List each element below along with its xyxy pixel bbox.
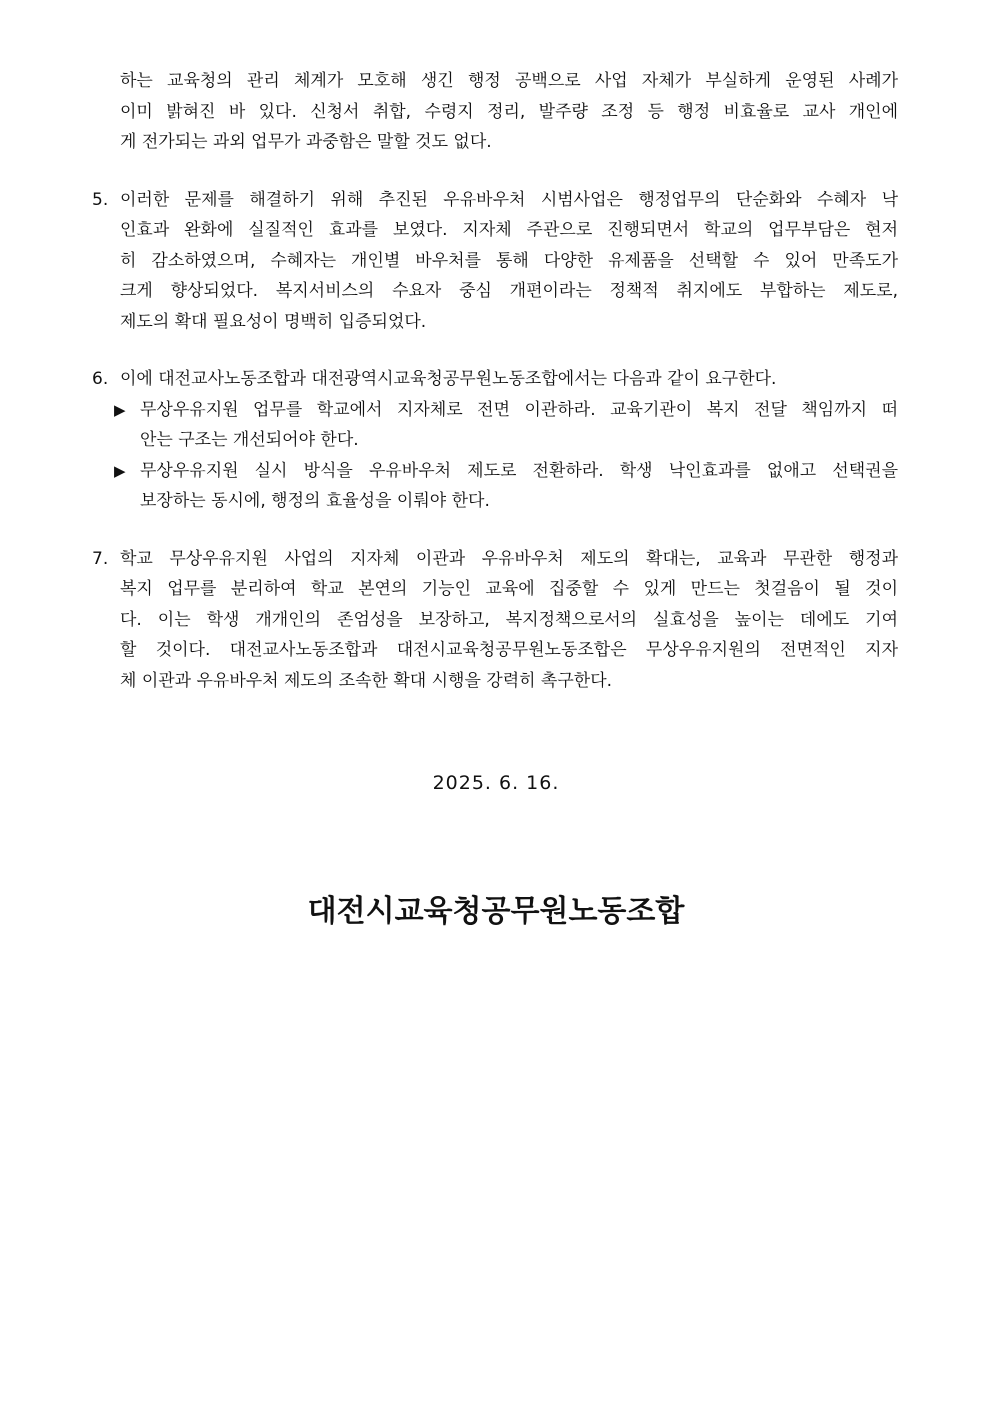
item-6-bullet-1 — [92, 395, 898, 426]
item-7-line-3: 다. 이는 학생 개개인의 존엄성을 보장하고, 복지정책으로서의 실효성을 높이는 데에도 기여 — [120, 609, 898, 630]
item-5-line-5: 제도의 확대 필요성이 명백히 입증되었다. — [120, 311, 427, 332]
item-6-bullet-1-cont: 안는 구조는 개선되어야 한다. — [140, 430, 359, 450]
intro-line-1: 하는 교육청의 관리 체계가 모호해 생긴 행정 공백으로 사업 자체가 부실하게 운영된 사례가 — [120, 71, 898, 91]
item-5-line-4: 크게 향상되었다. 복지서비스의 수요자 중심 개편이라는 정책적 취지에도 부합하는 제도로, — [120, 281, 898, 301]
document-body — [92, 66, 898, 723]
organization-name: 대전시교육청공무원노동조합 — [307, 894, 685, 929]
item-5-line-2: 인효과 완화에 실질적인 효과를 보였다. 지자체 주관으로 진행되면서 학교의 업무부담은 현저 — [120, 220, 898, 240]
item-6-bullet-2-text: 무상우유지원 실시 방식을 우유바우처 제도로 전환하라. 학생 낙인효과를 없애고 선택권을 — [140, 460, 898, 481]
item-5-text-1: 이러한 문제를 해결하기 위해 추진된 우유바우처 시범사업은 행정업무의 단순화와 수혜자 낙 — [120, 189, 898, 210]
intro-paragraph — [92, 66, 898, 158]
item-5-line-1 — [92, 185, 898, 216]
triangle-bullet-icon: ▶ — [114, 461, 126, 480]
item-5-line-3: 히 감소하였으며, 수혜자는 개인별 바우처를 통해 다양한 유제품을 선택할 수 있어 만족도가 — [120, 250, 898, 271]
item-7-line-5: 체 이관과 우유바우처 제도의 조속한 확대 시행을 강력히 촉구한다. — [120, 670, 613, 691]
item-5 — [92, 185, 898, 338]
intro-line-2: 이미 밝혀진 바 있다. 신청서 취합, 수령지 정리, 발주량 조정 등 행정 비효율로 교사 개인에 — [120, 101, 898, 122]
item-7-text-1: 학교 무상우유지원 사업의 지자체 이관과 우유바우처 제도의 확대는, 교육과 무관한 행정과 — [120, 548, 898, 569]
item-5-number: 5. — [92, 189, 109, 210]
item-7-line-1 — [92, 544, 898, 575]
triangle-bullet-icon: ▶ — [114, 400, 126, 419]
item-6-number: 6. — [92, 369, 109, 389]
item-6-lead: 이에 대전교사노동조합과 대전광역시교육청공무원노동조합에서는 다음과 같이 요구한다. — [120, 369, 777, 389]
item-7-line-4: 할 것이다. 대전교사노동조합과 대전시교육청공무원노동조합은 무상우유지원의 전면적인 지자 — [120, 640, 898, 660]
item-7-line-2: 복지 업무를 분리하여 학교 본연의 기능인 교육에 집중할 수 있게 만드는 첫걸음이 될 것이 — [120, 579, 898, 599]
item-6-lead-line — [92, 364, 898, 395]
item-6 — [92, 364, 898, 517]
document-date: 2025. 6. 16. — [432, 772, 560, 794]
item-6-bullet-2-cont: 보장하는 동시에, 행정의 효율성을 이뤄야 한다. — [140, 491, 490, 511]
intro-line-3: 게 전가되는 과외 업무가 과중함은 말할 것도 없다. — [120, 132, 492, 152]
item-7 — [92, 544, 898, 697]
item-7-number: 7. — [92, 548, 109, 569]
item-6-bullet-1-text: 무상우유지원 업무를 학교에서 지자체로 전면 이관하라. 교육기관이 복지 전달 책임까지 떠 — [140, 399, 898, 420]
item-6-bullet-2 — [92, 456, 898, 487]
